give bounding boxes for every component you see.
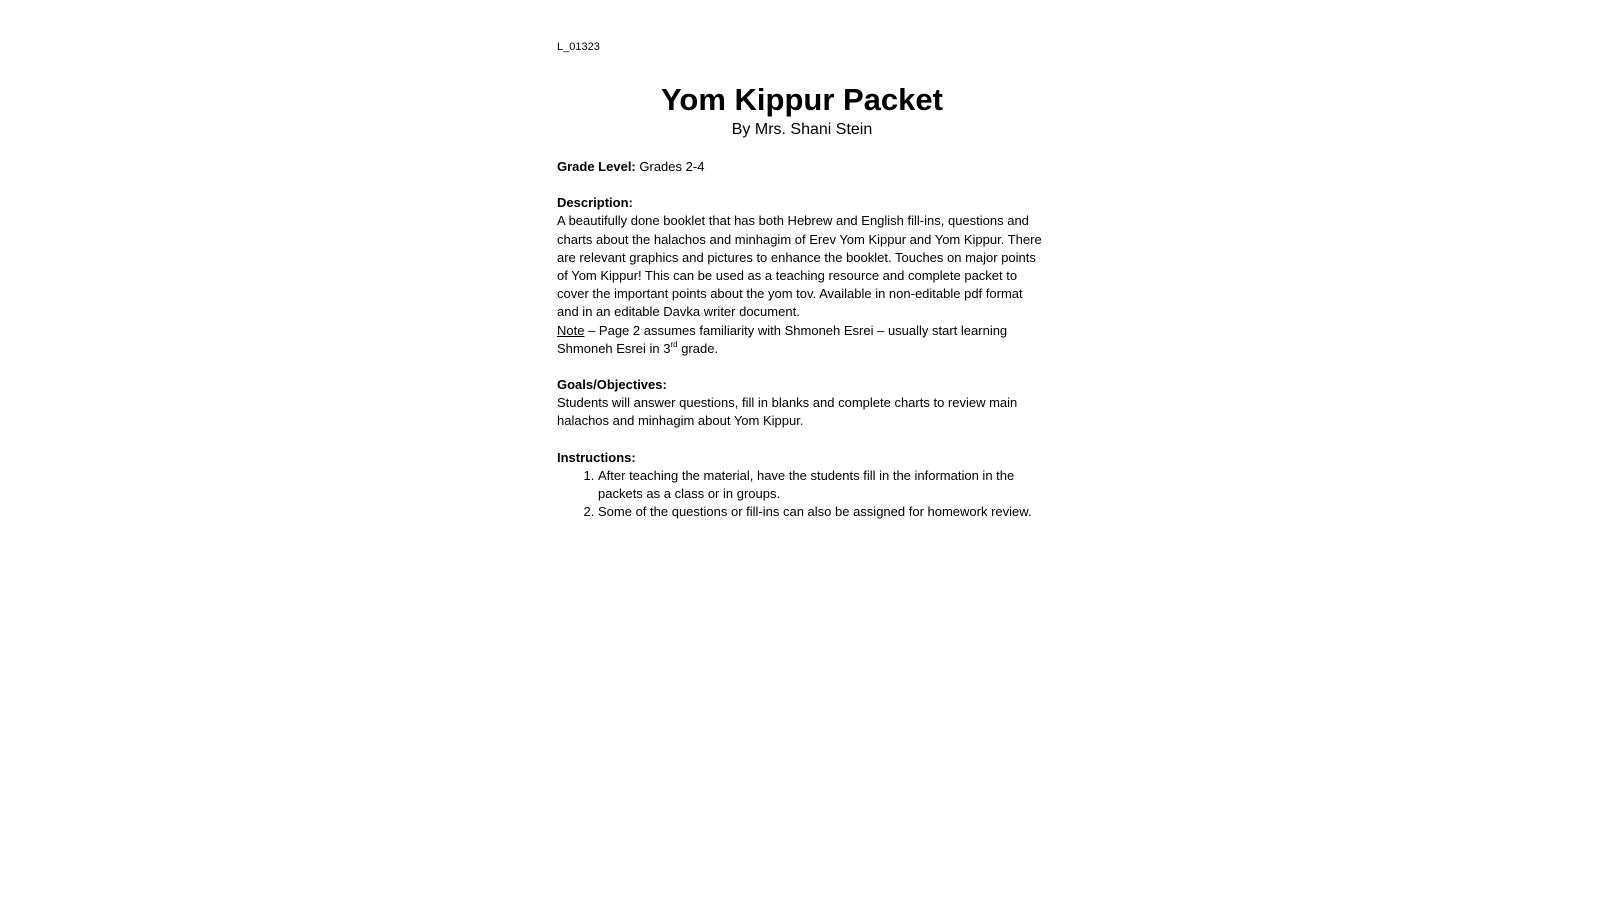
description-note <box>557 322 1047 358</box>
instructions-list <box>557 467 1047 522</box>
goals-heading: Goals/Objectives: <box>557 377 667 393</box>
note-text-2: grade. <box>677 340 719 356</box>
note-label: Note <box>557 322 585 338</box>
list-item: 2. Some of the questions or fill-ins can also be assigned for homework review. <box>598 503 1047 521</box>
grade-level-value: Grades 2-4 <box>639 159 705 174</box>
instructions-heading: Instructions: <box>557 449 636 465</box>
note-superscript: rd <box>670 339 678 349</box>
list-item: 1. After teaching the material, have the students fill in the information in the packets as a class or in groups. <box>598 467 1047 503</box>
document-page <box>557 40 1047 521</box>
description-body: A beautifully done booklet that has both Hebrew and English fill-ins, questions and charts about the halachos and minhagim of Erev Yom Kippur and Yom Kippur. There are relevant graphics and pictures to enhance the booklet. Touches on major points of Yom Kippur! This can be used as a teaching resource and complete packet to cover the important points about the yom tov. Available in non-editable pdf format and in an editable Davka writer document. <box>557 213 1042 320</box>
author-byline: By Mrs. Shani Stein <box>731 121 873 138</box>
grade-level <box>557 158 1047 176</box>
note-text-1: – Page 2 assumes familiarity with Shmoneh Esrei – usually start learning Shmoneh Esrei in 3 <box>557 322 1008 356</box>
grade-level-label: Grade Level: <box>557 159 636 174</box>
page-title: Yom Kippur Packet <box>661 82 943 117</box>
document-id: L_01323 <box>557 41 600 53</box>
description-heading: Description: <box>557 195 633 211</box>
goals-body: Students will answer questions, fill in blanks and complete charts to review main halachos and minhagim about Yom Kippur. <box>557 395 1018 429</box>
